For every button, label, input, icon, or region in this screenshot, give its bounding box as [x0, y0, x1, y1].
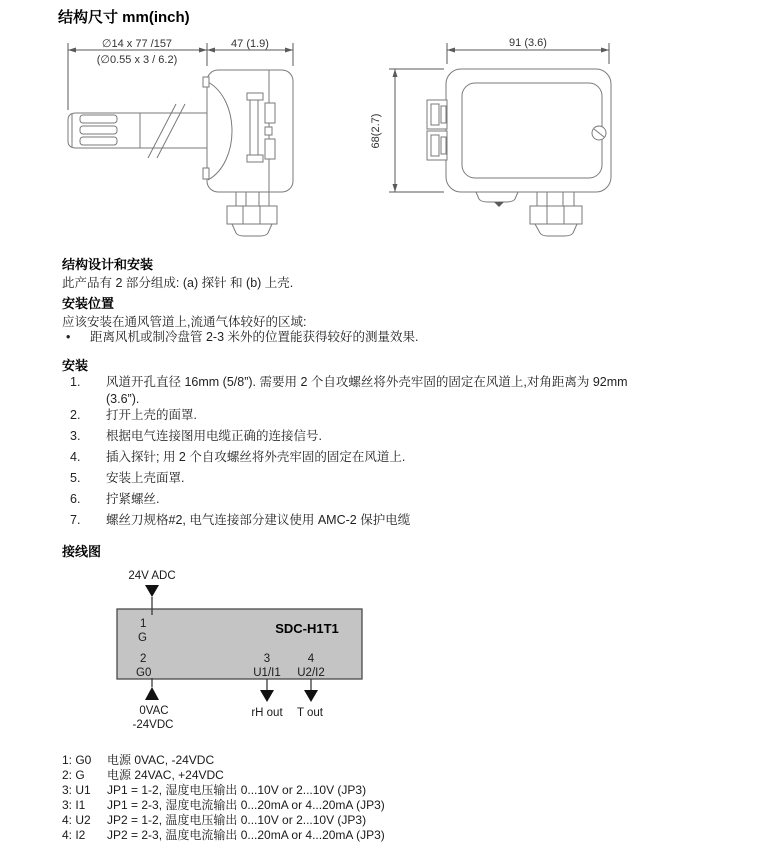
terminal-legend	[62, 753, 385, 843]
step-text: 根据电气连接图用电缆正确的连接信号.	[106, 429, 322, 443]
legend-code: 2: G	[62, 768, 85, 782]
legend-row	[62, 783, 385, 798]
terminal-2-name: G0	[136, 667, 152, 679]
legend-code: 3: I1	[62, 798, 86, 812]
legend-code: 3: U1	[62, 783, 91, 797]
step-number: 1.	[70, 375, 81, 389]
t-out-label: T out	[297, 707, 323, 719]
wiring-heading: 接线图	[62, 544, 102, 559]
terminal-3-name: U1/I1	[253, 667, 281, 679]
legend-row	[62, 753, 385, 768]
legend-row	[62, 813, 385, 828]
step-text: 拧紧螺丝.	[106, 492, 160, 506]
legend-code: 4: U2	[62, 813, 91, 827]
front-view-drawing	[370, 37, 611, 236]
mounting-tab	[427, 100, 447, 129]
page-title: 结构尺寸 mm(inch)	[58, 9, 190, 26]
step-number: 7.	[70, 513, 81, 527]
install-step	[70, 470, 726, 487]
step-text: 安装上壳面罩.	[106, 471, 185, 485]
install-step	[70, 374, 726, 408]
step-number: 2.	[70, 408, 81, 422]
side-view-drawing	[68, 38, 293, 236]
ground-label-1: 0VAC	[139, 705, 169, 717]
dim-arrow-right-icon	[285, 48, 293, 53]
mounting-tab	[427, 131, 447, 160]
dim-arrow-down-icon	[393, 184, 398, 192]
device-label: SDC-H1T1	[275, 621, 339, 636]
step-text: 打开上壳的面罩.	[106, 408, 197, 422]
terminal-box	[117, 609, 362, 679]
step-text: 风道开孔直径 16mm (5/8”). 需要用 2 个自攻螺丝将外壳牢固的固定在风道上,对角距离为 92mm (3.6”).	[106, 375, 628, 406]
dim-arrow-up-icon	[393, 69, 398, 77]
terminal-3-num: 3	[263, 653, 271, 665]
step-number: 6.	[70, 492, 81, 506]
probe-outline	[68, 113, 207, 148]
install-step	[70, 428, 726, 445]
install-step	[70, 491, 726, 508]
probe-length-dim-inch: (∅0.55 x 3 / 6.2)	[96, 54, 178, 66]
legend-desc: JP2 = 2-3, 温度电流输出 0...20mA or 4...20mA (JP3)	[107, 828, 385, 842]
terminal-1-name: G	[138, 632, 147, 644]
legend-row	[62, 828, 385, 843]
step-text: 螺丝刀规格#2, 电气连接部分建议使用 AMC-2 保护电缆	[106, 513, 411, 527]
cover-screw	[592, 126, 606, 140]
legend-code: 4: I2	[62, 828, 86, 842]
install-step	[70, 407, 726, 424]
legend-desc: JP2 = 1-2, 温度电压输出 0...10V or 2...10V (JP3)	[107, 813, 367, 827]
arrow-down-icon	[145, 585, 159, 597]
arrow-down-icon	[260, 690, 274, 702]
terminal-4-num: 4	[307, 653, 315, 665]
install-step	[70, 449, 726, 466]
legend-code: 1: G0	[62, 753, 92, 767]
bullet-text: 距离风机或制冷盘管 2-3 米外的位置能获得较好的测量效果.	[90, 330, 419, 344]
cable-gland-front	[530, 192, 582, 236]
legend-desc: JP1 = 1-2, 湿度电压输出 0...10V or 2...10V (JP3)	[107, 783, 367, 797]
dim-arrow-right-icon	[199, 48, 207, 53]
location-body: 应该安装在通风管道上,流通气体较好的区域:	[62, 315, 307, 329]
terminal-1-num: 1	[140, 618, 147, 630]
ground-label-2: -24VDC	[132, 719, 174, 731]
terminal-2-num: 2	[140, 653, 147, 665]
dim-arrow-left-icon	[68, 48, 76, 53]
location-heading: 安装位置	[62, 296, 115, 311]
location-bullet-item	[66, 329, 722, 346]
legend-row	[62, 798, 385, 813]
dim-arrow-right-icon	[601, 48, 609, 53]
legend-desc: JP1 = 2-3, 湿度电流输出 0...20mA or 4...20mA (JP3)	[107, 798, 385, 812]
probe-length-dim: ∅14 x 77 /157	[101, 38, 173, 50]
cable-gland-side	[227, 192, 277, 236]
arrow-down-icon	[304, 690, 318, 702]
wiring-diagram	[60, 560, 400, 738]
step-number: 5.	[70, 471, 81, 485]
dim-arrow-left-icon	[207, 48, 215, 53]
housing-height-dim: 68(2.7)	[370, 113, 382, 149]
rh-out-label: rH out	[251, 707, 283, 719]
housing-width-dim: 91 (3.6)	[509, 37, 547, 49]
terminal-4-name: U2/I2	[297, 667, 325, 679]
legend-desc: 电源 0VAC, -24VDC	[107, 753, 215, 767]
supply-label: 24V ADC	[128, 570, 176, 582]
step-number: 4.	[70, 450, 81, 464]
arrow-up-icon	[145, 687, 159, 700]
housing-depth-dim: 47 (1.9)	[231, 38, 269, 50]
legend-row	[62, 768, 385, 783]
design-heading: 结构设计和安装	[62, 257, 154, 272]
install-heading: 安装	[62, 358, 89, 373]
dimension-drawings	[0, 30, 770, 260]
step-text: 插入探针; 用 2 个自攻螺丝将外壳牢固的固定在风道上.	[106, 450, 406, 464]
design-body: 此产品有 2 部分组成: (a) 探针 和 (b) 上壳.	[62, 276, 294, 290]
dim-arrow-left-icon	[447, 48, 455, 53]
step-number: 3.	[70, 429, 81, 443]
housing-cover-panel	[462, 83, 602, 178]
install-step	[70, 512, 726, 529]
bullet-icon: •	[66, 330, 71, 344]
probe-boss	[476, 192, 518, 207]
legend-desc: 电源 24VAC, +24VDC	[107, 768, 224, 782]
